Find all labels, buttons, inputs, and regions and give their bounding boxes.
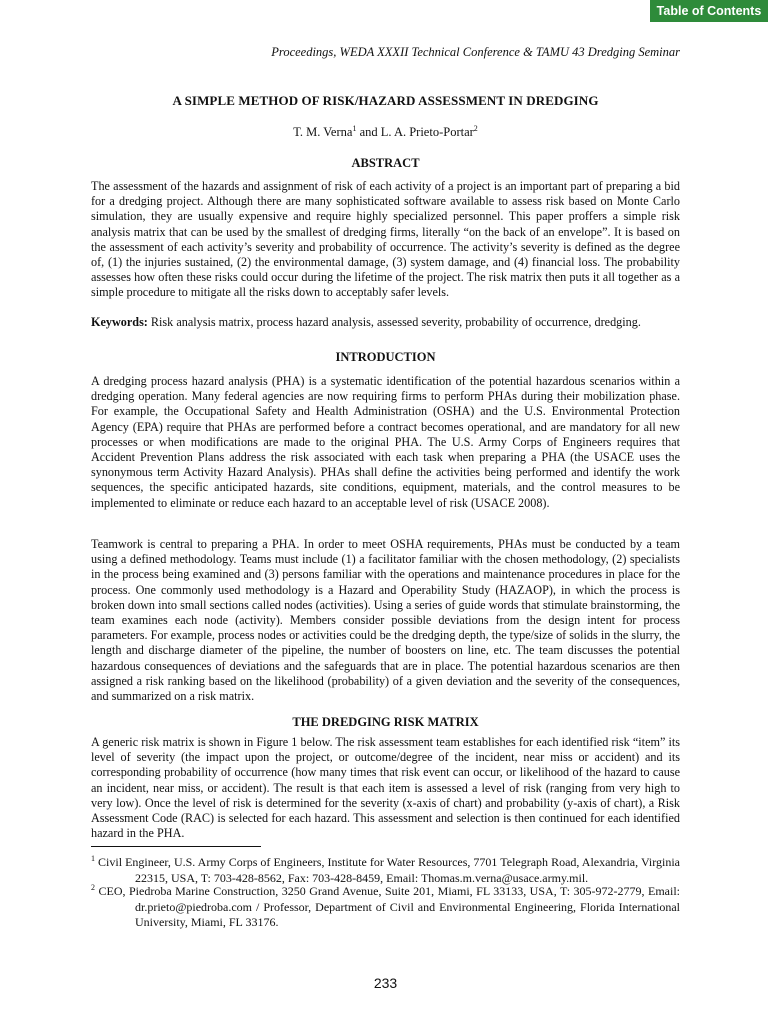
author-footnote-mark-1: 1 — [352, 123, 357, 133]
table-of-contents-button[interactable]: Table of Contents — [650, 0, 768, 22]
footnote-mark-2: 2 — [91, 883, 95, 892]
keywords-paragraph — [91, 315, 680, 330]
footnote-divider — [91, 846, 261, 847]
author-name-2: L. A. Prieto-Portar — [380, 125, 474, 139]
introduction-paragraph-2: Teamwork is central to preparing a PHA. In order to meet OSHA requirements, PHAs must be conducted by a team using a defined methodology. Teams must include (1) a facilitator familiar with the chosen methodology, (2) specialists in the process being examined and (3) persons familiar with the operations and maintenance procedures in place for the process. One commonly used methodology is a Hazard and Operability Study (HAZAOP), in which the process is broken down into small sections called nodes (activities). Using a series of guide words that stimulate brainstorming, the team examines each node (activity). Members consider possible deviations from the design intent for process parameters. For example, process nodes or activities could be the dredging depth, the type/size of solids in the slurry, the length and discharge diameter of the pipeline, the number of boosters on line, etc. The team discusses the potential hazardous consequences of deviations and the safeguards that are in place. The potential hazardous scenarios are then assigned a risk ranking based on the likelihood (probability) of a given deviation and the severity of the consequences, and summarized on a risk matrix. — [91, 537, 680, 704]
introduction-paragraph-1: A dredging process hazard analysis (PHA) is a systematic identification of the potential hazardous scenarios within a dredging operation. Many federal agencies are now requiring firms to perform PHAs during their mobilization phase. For example, the Occupational Safety and Health Administration (OSHA) and the U.S. Environmental Protection Agency (EPA) require that PHAs are performed before a contract becomes operational, and are mandatory for all new processes or when modifications are made to the original PHA. The U.S. Army Corps of Engineers requires that Accident Prevention Plans address the risk associated with each task when preparing a PHA (the USACE uses the synonymous term Activity Hazard Analysis). PHAs shall define the activities being performed and identify the work sequences, the specific anticipated hazards, site conditions, equipment, materials, and the control measures to be implemented to eliminate or reduce each hazard to an acceptable level of risk (USACE 2008). — [91, 374, 680, 510]
footnote-2 — [91, 884, 680, 931]
footnote-1 — [91, 855, 680, 886]
author-line — [91, 125, 680, 140]
author-joiner: and — [356, 125, 381, 139]
paper-title: A SIMPLE METHOD OF RISK/HAZARD ASSESSMENT IN DREDGING — [172, 93, 599, 108]
risk-matrix-paragraph: A generic risk matrix is shown in Figure 1 below. The risk assessment team establishes for each identified risk “item” its level of severity (the impact upon the project, or outcome/degree of the incident, near miss or accident) and its corresponding probability of occurrence (how many times that risk event can occur, or likelihood of the hazard to cause an incident, near miss, or accident). The result is that each item is assessed a level of risk (ranging from very high to very low). Once the level of risk is determined for the severity (x-axis of chart) and probability (y-axis of chart), a Risk Assessment Code (RAC) is selected for each hazard. This assessment and selection is then continued for each identified hazard in the PHA. — [91, 735, 680, 841]
risk-matrix-heading: THE DREDGING RISK MATRIX — [292, 715, 479, 729]
footnote-text-2: CEO, Piedroba Marine Construction, 3250 Grand Avenue, Suite 201, Miami, FL 33133, USA, T: 305-972-2779, Email: dr.prieto@piedroba.com / Professor, Department of Civil and Environmental Engineering, Florida International University, Miami, FL 33176. — [95, 884, 680, 929]
introduction-heading: INTRODUCTION — [335, 350, 436, 364]
footnote-mark-1: 1 — [91, 854, 95, 863]
page-number: 233 — [373, 975, 398, 991]
author-footnote-mark-2: 2 — [473, 123, 478, 133]
running-header: Proceedings, WEDA XXXII Technical Conference & TAMU 43 Dredging Seminar — [271, 45, 680, 59]
abstract-heading: ABSTRACT — [351, 156, 420, 170]
keywords-text: Risk analysis matrix, process hazard analysis, assessed severity, probability of occurrence, dredging. — [147, 315, 641, 329]
abstract-paragraph: The assessment of the hazards and assignment of risk of each activity of a project is an important part of preparing a bid for a dredging project. Although there are many sophisticated software available to assess risk based on Monte Carlo simulation, they are usually expensive and require highly specialized personnel. This paper proffers a simple risk analysis matrix that can be used by the smallest of dredging firms, literally “on the back of an envelope”. It is based on the assessment of each activity’s severity and probability of occurrence. The activity’s severity is defined as the degree of, (1) the injuries sustained, (2) the environmental damage, (3) system damage, and (4) financial loss. The probability assesses how often these risks could occur during the lifetime of the project. The risk matrix then puts it all together as a simple procedure to mitigate all the risks down to acceptably safer levels. — [91, 179, 680, 300]
author-name-1: T. M. Verna — [293, 125, 353, 139]
footnote-text-1: Civil Engineer, U.S. Army Corps of Engineers, Institute for Water Resources, 7701 Telegraph Road, Alexandria, Virginia 22315, USA, T: 703-428-8562, Fax: 703-428-8459, Email: Thomas.m.verna@usace.army.mil. — [95, 855, 680, 885]
keywords-label: Keywords: — [91, 315, 148, 329]
